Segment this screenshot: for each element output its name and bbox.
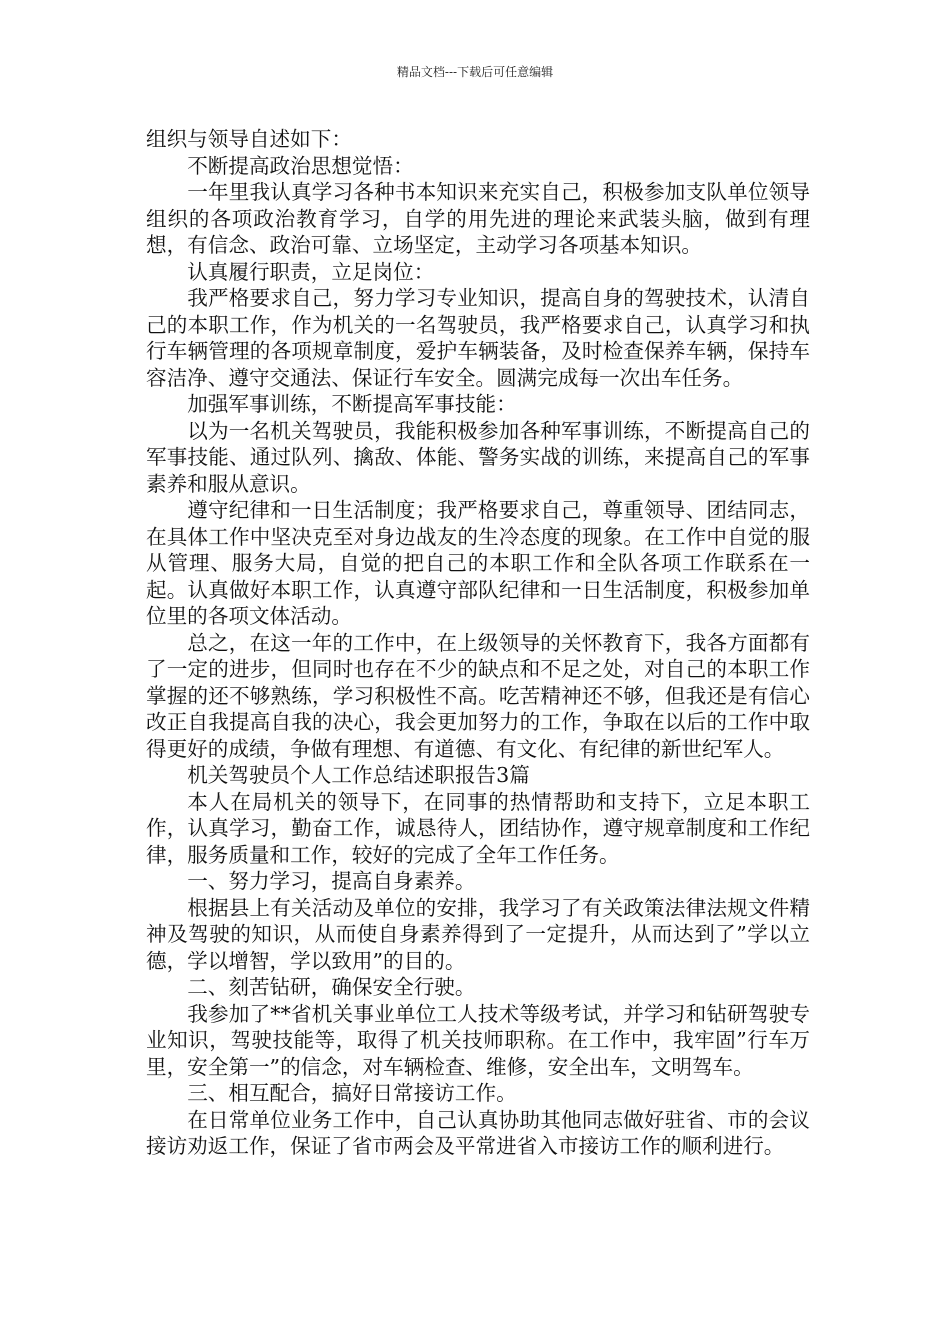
heading-military-training: 加强军事训练，不断提高军事技能：	[187, 392, 517, 416]
paragraph-1: 组织与领导自述如下：	[146, 127, 352, 151]
page-header: 精品文档---下载后可任意编辑	[396, 65, 554, 79]
paragraph-safety: 我参加了**省机关事业单位工人技术等级考试，并学习和钻研驾驶专业知识，驾驶技能等，取得了机关技师职称。在工作中，我牢固”行车万里，安全第一”的信念，对车辆检查、维修，安全出车，文明驾车。	[146, 1001, 810, 1079]
paragraph-intro: 本人在局机关的领导下，在同事的热情帮助和支持下，立足本职工作，认真学习，勤奋工作，诚恳待人，团结协作，遵守规章制度和工作纪律，服务质量和工作，较好的完成了全年工作任务。	[146, 789, 810, 867]
paragraph-summary: 总之，在这一年的工作中，在上级领导的关怀教育下，我各方面都有了一定的进步，但同时也存在不少的缺点和不足之处，对自己的本职工作掌握的还不够熟练，学习积极性不高。吃苦精神还不够，但我还是有信心改正自我提高自我的决心，我会更加努力的工作，争取在以后的工作中取得更好的成绩，争做有理想、有道德、有文化、有纪律的新世纪军人。	[146, 630, 810, 761]
heading-cooperation: 三、相互配合，搞好日常接访工作。	[187, 1081, 517, 1105]
paragraph-cooperation: 在日常单位业务工作中，自己认真协助其他同志做好驻省、市的会议接访劝返工作，保证了省市两会及平常进省入市接访工作的顺利进行。	[146, 1107, 810, 1158]
paragraph-study: 一年里我认真学习各种书本知识来充实自己，积极参加支队单位领导组织的各项政治教育学习，自学的用先进的理论来武装头脑，做到有理想，有信念、政治可靠、立场坚定，主动学习各项基本知识。	[146, 180, 810, 257]
heading-safety: 二、刻苦钻研，确保安全行驶。	[187, 975, 476, 999]
heading-duties: 认真履行职责，立足岗位：	[187, 259, 435, 284]
paragraph-discipline: 遵守纪律和一日生活制度；我严格要求自己，尊重领导、团结同志，在具体工作中坚决克至对身边战友的生冷态度的现象。在工作中自觉的服从管理、服务大局，自觉的把自己的本职工作和全队各项工作联系在一起。认真做好本职工作，认真遵守部队纪律和一日生活制度，积极参加单位里的各项文体活动。	[146, 498, 810, 628]
paragraph-learning: 根据县上有关活动及单位的安排，我学习了有关政策法律法规文件精神及驾驶的知识，从而使自身素养得到了一定提升，从而达到了”学以立德，学以增智，学以致用”的目的。	[146, 895, 810, 973]
heading-learning: 一、努力学习，提高自身素养。	[187, 869, 476, 893]
section-title: 机关驾驶员个人工作总结述职报告3篇	[187, 763, 530, 787]
paragraph-duties: 我严格要求自己，努力学习专业知识，提高自身的驾驶技术，认清自己的本职工作，作为机关的一名驾驶员，我严格要求自己，认真学习和执行车辆管理的各项规章制度，爱护车辆装备，及时检查保养车辆，保持车容洁净、遵守交通法、保证行车安全。圆满完成每一次出车任务。	[146, 286, 810, 390]
paragraph-military-training: 以为一名机关驾驶员，我能积极参加各种军事训练，不断提高自己的军事技能、通过队列、擒敌、体能、警务实战的训练，来提高自己的军事素养和服从意识。	[146, 418, 810, 496]
document-body	[146, 126, 810, 1160]
heading-political-awareness: 不断提高政治思想觉悟：	[187, 153, 414, 178]
